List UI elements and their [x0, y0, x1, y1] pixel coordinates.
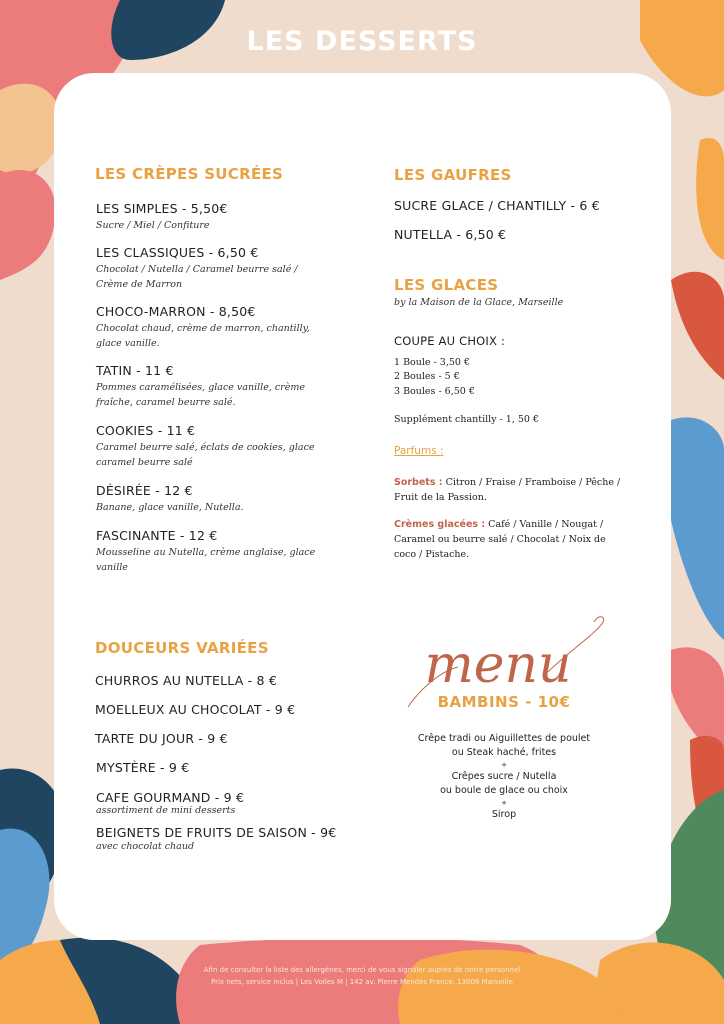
- kids-line: Crêpe tradi ou Aiguillettes de poulet: [417, 733, 591, 744]
- footer-address: Prix nets, service inclus | Les Voiles M | 142 av. Pierre Mendès France, 13008 Marseille: [211, 978, 513, 986]
- item-name: LES CLASSIQUES - 6,50 €: [96, 245, 259, 260]
- menu-item: [95, 702, 295, 717]
- crepes-heading: LES CRÈPES SUCRÉES: [95, 165, 284, 183]
- footer-allergens: Afin de consulter la liste des allergènes, merci de vous signaler auprès de notre personnel: [203, 966, 521, 974]
- kids-line: ou boule de glace ou choix: [440, 785, 568, 796]
- cremes-list: [394, 517, 626, 562]
- menu-item: [96, 790, 244, 817]
- parfums-title: Parfums :: [394, 445, 444, 457]
- bambins-title: BAMBINS - 10€: [437, 693, 571, 711]
- menu-item: [96, 423, 328, 470]
- item-description: Chocolat / Nutella / Caramel beurre salé / Crème de Marron: [96, 264, 298, 290]
- item-name: CHOCO-MARRON - 8,50€: [96, 304, 256, 319]
- kids-menu-description: [384, 732, 624, 822]
- boule-price: 1 Boule - 3,50 €: [394, 357, 471, 368]
- kids-line: Sirop: [491, 809, 517, 820]
- menu-item: [96, 201, 336, 233]
- menu-item: [95, 731, 228, 746]
- cremes-label: Crèmes glacées :: [394, 519, 486, 530]
- menu-item: [96, 304, 328, 351]
- item-name: CAFE GOURMAND - 9 €: [96, 790, 245, 805]
- sorbets-label: Sorbets :: [394, 477, 443, 488]
- douceurs-heading: DOUCEURS VARIÉES: [95, 639, 269, 657]
- boule-price: 2 Boules - 5 €: [394, 371, 460, 382]
- item-description: Mousseline au Nutella, crème anglaise, glace vanille: [96, 547, 316, 573]
- menu-item: [96, 483, 328, 515]
- item-description: Sucre / Miel / Confiture: [96, 220, 210, 231]
- menu-item: [96, 245, 321, 292]
- boule-price: 3 Boules - 6,50 €: [394, 386, 475, 397]
- menu-item: [394, 227, 506, 242]
- item-name: LES SIMPLES - 5,50€: [96, 201, 228, 216]
- item-name: FASCINANTE - 12 €: [96, 528, 218, 543]
- menu-item: [96, 760, 189, 775]
- kids-line: Crêpes sucre / Nutella: [451, 771, 557, 782]
- page-title: LES DESSERTS: [246, 26, 478, 57]
- menu-item: [95, 673, 277, 688]
- item-description: Chocolat chaud, crème de marron, chantilly, glace vanille.: [96, 323, 310, 349]
- cremes-flavours: Café / Vanille / Nougat / Caramel ou beurre salé / Chocolat / Noix de coco / Pistache.: [394, 519, 606, 560]
- menu-item: [96, 363, 321, 410]
- item-name: MOELLEUX AU CHOCOLAT - 9 €: [95, 702, 296, 717]
- item-description: Caramel beurre salé, éclats de cookies, glace caramel beurre salé: [96, 442, 315, 468]
- menu-script-text: menu: [424, 635, 572, 695]
- item-description: Pommes caramélisées, glace vanille, crème fraîche, caramel beurre salé.: [96, 382, 305, 408]
- sorbets-flavours: Citron / Fraise / Framboise / Pêche / Fruit de la Passion.: [394, 477, 621, 503]
- item-name: CHURROS AU NUTELLA - 8 €: [95, 673, 278, 688]
- item-name: NUTELLA - 6,50 €: [394, 227, 507, 242]
- item-description: assortiment de mini desserts: [96, 805, 236, 816]
- gaufres-heading: LES GAUFRES: [394, 166, 512, 184]
- item-name: MYSTÈRE - 9 €: [96, 760, 190, 775]
- menu-item: [394, 198, 600, 213]
- coupe-title-text: COUPE AU CHOIX :: [394, 334, 506, 348]
- kids-line: +: [501, 761, 507, 769]
- glaces-subtitle: by la Maison de la Glace, Marseille: [394, 297, 564, 308]
- item-name: TARTE DU JOUR - 9 €: [95, 731, 228, 746]
- menu-item: [96, 528, 328, 575]
- glaces-heading: LES GLACES: [394, 276, 499, 294]
- item-name: DÉSIRÉE - 12 €: [96, 483, 193, 498]
- supplement-chantilly: Supplément chantilly - 1, 50 €: [394, 414, 540, 425]
- item-name: TATIN - 11 €: [96, 363, 174, 378]
- kids-line: ou Steak haché, frites: [451, 747, 557, 758]
- kids-line: +: [501, 799, 507, 807]
- footer: [0, 964, 724, 988]
- item-name: BEIGNETS DE FRUITS DE SAISON - 9€: [96, 825, 337, 840]
- item-description: Banane, glace vanille, Nutella.: [96, 502, 244, 513]
- item-name: COOKIES - 11 €: [96, 423, 196, 438]
- item-description: avec chocolat chaud: [96, 841, 195, 852]
- item-name: SUCRE GLACE / CHANTILLY - 6 €: [394, 198, 600, 213]
- coupe-title: [394, 334, 505, 348]
- menu-item: [96, 825, 336, 853]
- sorbets-list: [394, 475, 634, 505]
